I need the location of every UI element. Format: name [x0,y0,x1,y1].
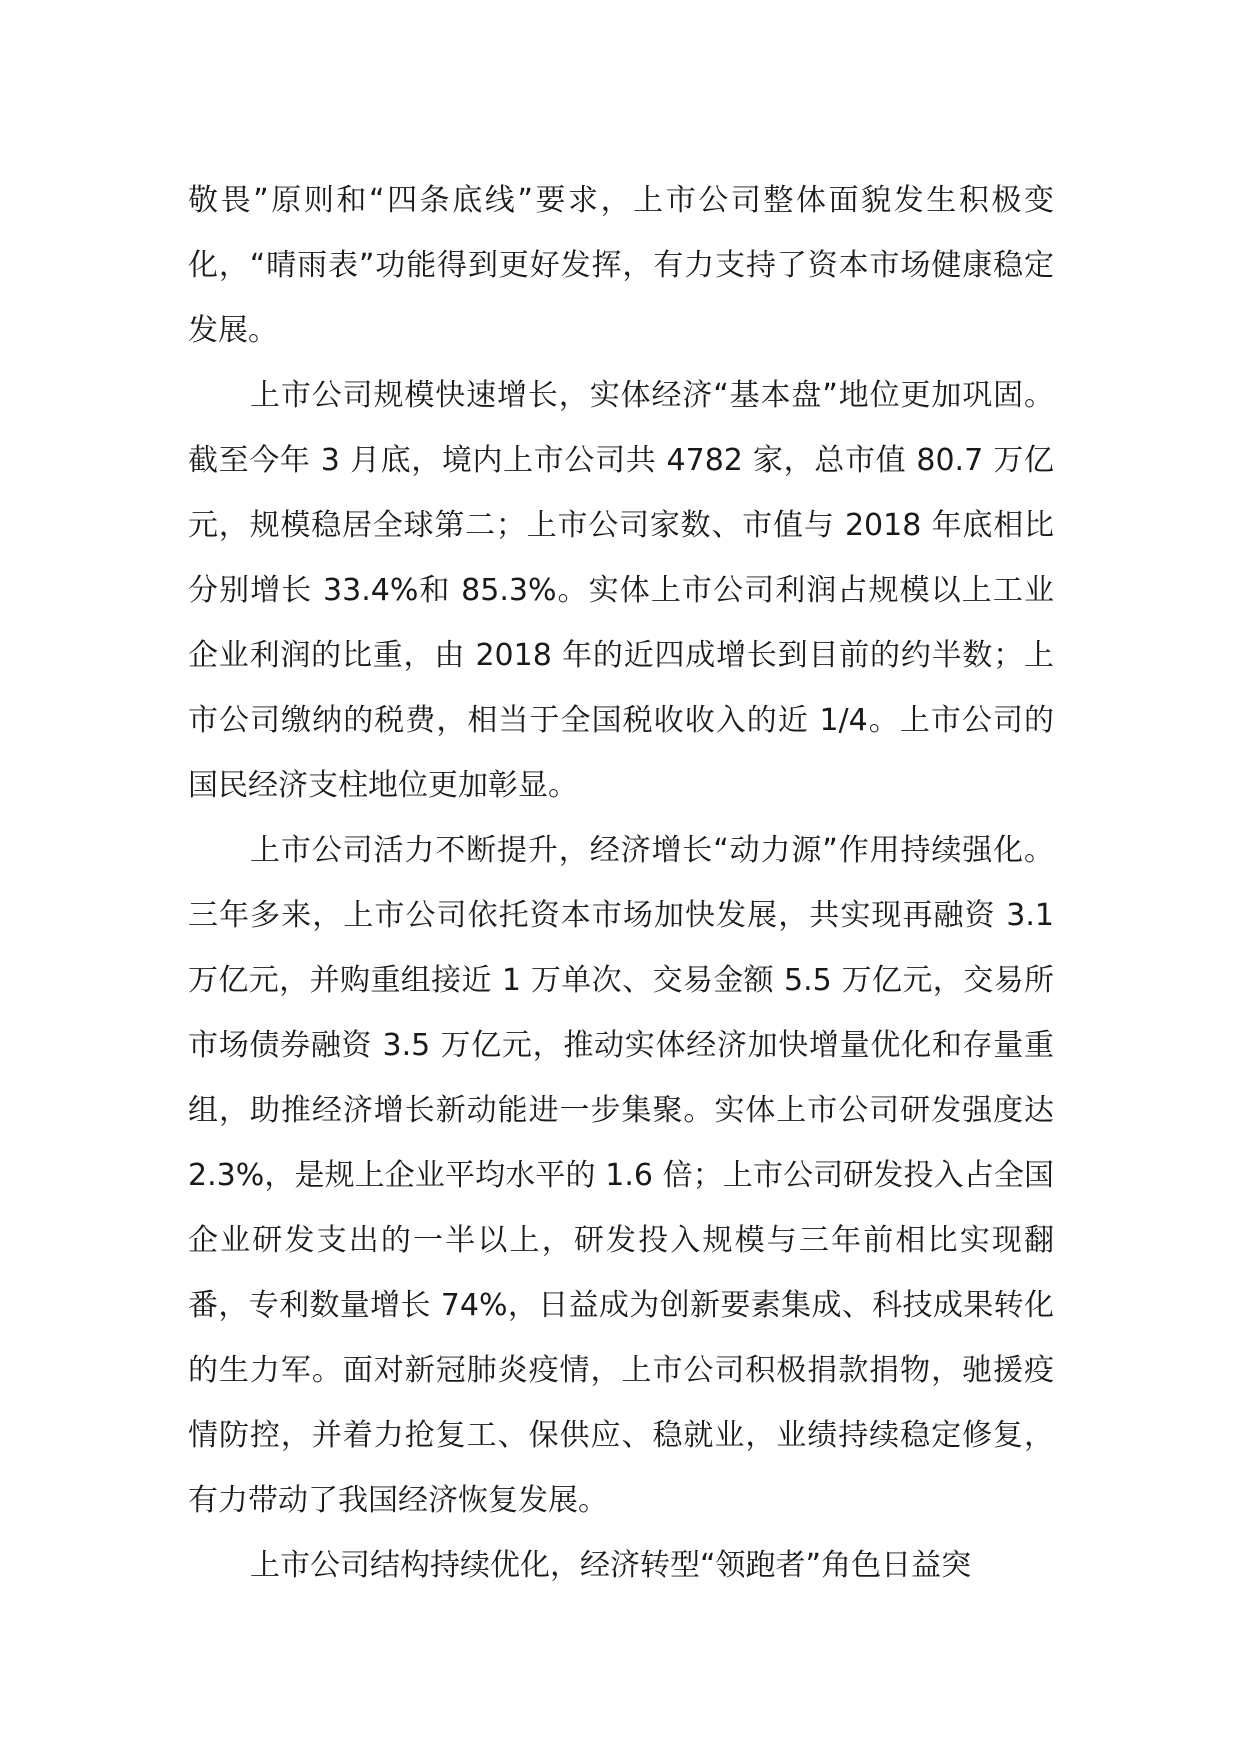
paragraph-listed-company-scale: 上市公司规模快速增长，实体经济“基本盘”地位更加巩固。截至今年 3 月底，境内上市公司共 4782 家，总市值 80.7 万亿元，规模稳居全球第二；上市公司家数、市值与 2018 年底相比分别增长 33.4%和 85.3%。实体上市公司利润占规模以上工业企业利润的比重，由 2018 年的近四成增长到目前的约半数；上市公司缴纳的税费，相当于全国税收收入的近 1/4。上市公司的国民经济支柱地位更加彰显。 [188,378,1054,803]
paragraph-continuation: 敬畏”原则和“四条底线”要求，上市公司整体面貌发生积极变化，“晴雨表”功能得到更好发挥，有力支持了资本市场健康稳定发展。 [188,183,1054,348]
body-text [188,168,1054,1598]
paragraph-listed-company-structure: 上市公司结构持续优化，经济转型“领跑者”角色日益突 [250,1548,972,1583]
paragraph-listed-company-vitality: 上市公司活力不断提升，经济增长“动力源”作用持续强化。三年多来，上市公司依托资本市场加快发展，共实现再融资 3.1 万亿元，并购重组接近 1 万单次、交易金额 5.5 万亿元，交易所市场债券融资 3.5 万亿元，推动实体经济加快增量优化和存量重组，助推经济增长新动能进一步集聚。实体上市公司研发强度达 2.3%，是规上企业平均水平的 1.6 倍；上市公司研发投入占全国企业研发支出的一半以上，研发投入规模与三年前相比实现翻番，专利数量增长 74%，日益成为创新要素集成、科技成果转化的生力军。面对新冠肺炎疫情，上市公司积极捐款捐物，驰援疫情防控，并着力抢复工、保供应、稳就业，业绩持续稳定修复，有力带动了我国经济恢复发展。 [188,833,1054,1518]
